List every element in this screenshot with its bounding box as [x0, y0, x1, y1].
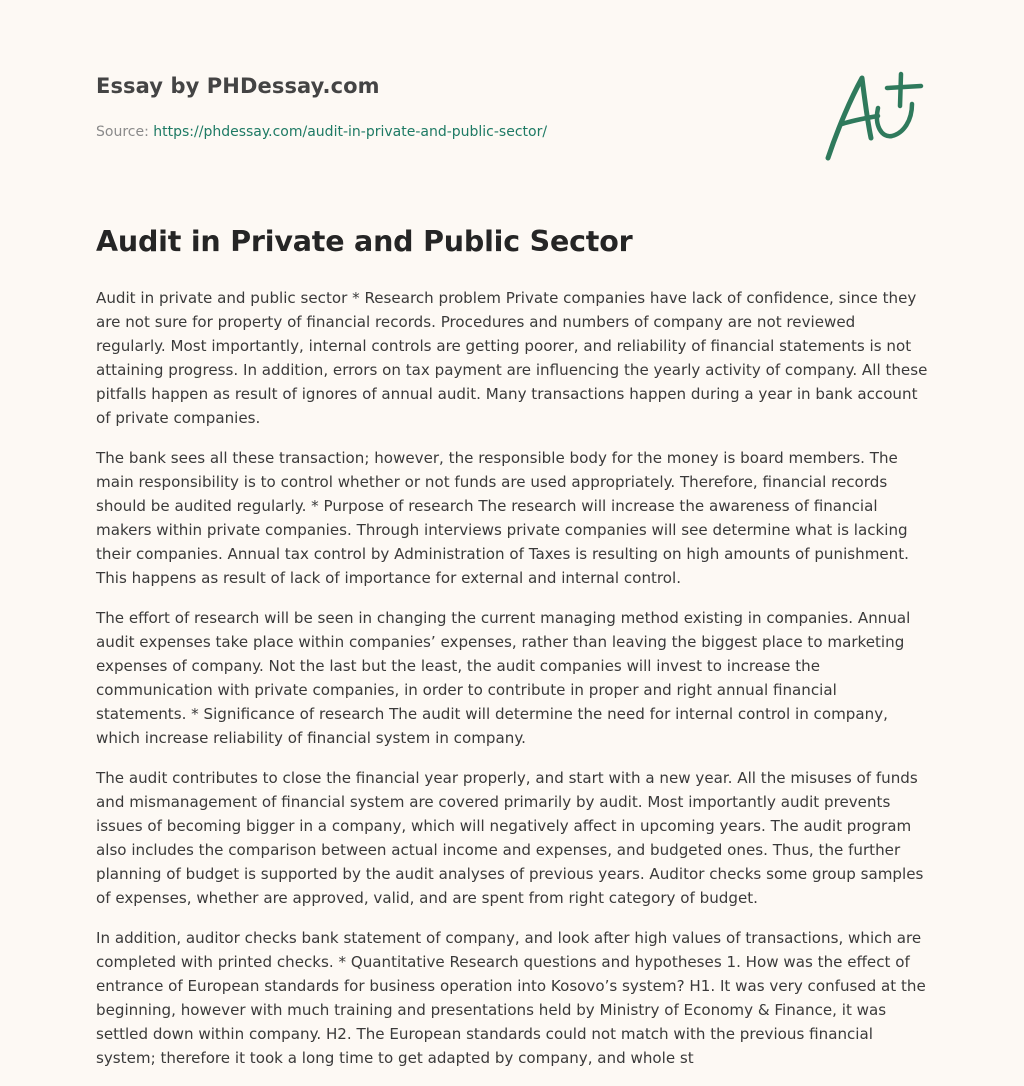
essay-paragraph-1: Audit in private and public sector * Research problem Private companies have lack of confidence, since they are not sure for property of financial records. Procedures and numbers of company are not reviewed regularly. Most importantly, internal controls are getting poorer, and reliability of financial statements is not attaining progress. In addition, errors on tax payment are influencing the yearly activity of company. All these pitfalls happen as result of ignores of annual audit. Many transactions happen during a year in bank account of private companies. [96, 289, 928, 427]
source-line [96, 124, 547, 140]
essay-title: Audit in Private and Public Sector [96, 225, 633, 258]
essay-paragraph-5: In addition, auditor checks bank statement of company, and look after high values of transactions, which are completed with printed checks. * Quantitative Research questions and hypotheses 1. How was the effect of entrance of European standards for business operation into Kosovo’s system? H1. It was very confused at the beginning, however with much training and presentations held by Ministry of Economy & Finance, it was settled down within company. H2. The European standards could not match with the previous financial system; therefore it took a long time to get adapted by company, and whole st [96, 929, 926, 1067]
source-link[interactable]: https://phdessay.com/audit-in-private-and-public-sector/ [153, 124, 548, 140]
essay-paragraph-2: The bank sees all these transaction; however, the responsible body for the money is board members. The main responsibility is to control whether or not funds are used appropriately. Therefore, financial records should be audited regularly. * Purpose of research The research will increase the awareness of financial makers within private companies. Through interviews private companies will see determine what is lacking their companies. Annual tax control by Administration of Taxes is resulting on high amounts of punishment. This happens as result of lack of importance for external and internal control. [96, 449, 909, 587]
essay-body [96, 286, 928, 1086]
essay-paragraph-3: The effort of research will be seen in changing the current managing method existing in companies. Annual audit expenses take place within companies’ expenses, rather than leaving the biggest place to marketing expenses of company. Not the last but the least, the audit companies will invest to increase the communication with private companies, in order to contribute in proper and right annual financial statements. * Significance of research The audit will determine the need for internal control in company, which increase reliability of financial system in company. [96, 609, 911, 747]
site-title: Essay by PHDessay.com [96, 74, 380, 98]
essay-paragraph-4: The audit contributes to close the financial year properly, and start with a new year. All the misuses of funds and mismanagement of financial system are covered primarily by audit. Most importantly audit prevents issues of becoming bigger in a company, which will negatively affect in upcoming years. The audit program also includes the comparison between actual income and expenses, and budgeted ones. Thus, the further planning of budget is supported by the audit analyses of previous years. Auditor checks some group samples of expenses, whether are approved, valid, and are spent from right category of budget. [96, 769, 924, 907]
source-label: Source: [96, 124, 154, 140]
a-plus-logo-icon [818, 66, 930, 166]
